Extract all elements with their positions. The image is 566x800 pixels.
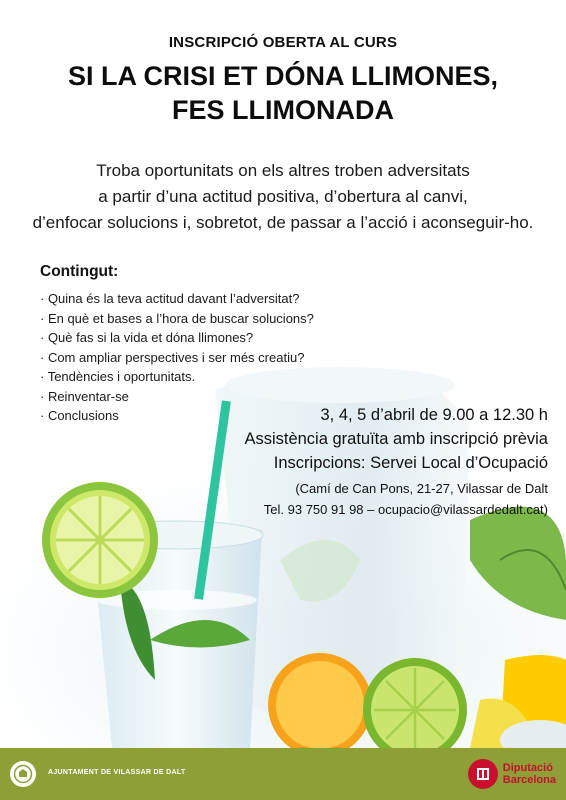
council-name: AJUNTAMENT DE VILASSAR DE DALT [48, 769, 186, 776]
signup-info: Inscripcions: Servei Local d’Ocupació [273, 454, 548, 472]
list-item: · Què fas si la vida et dóna llimones? [40, 330, 254, 345]
diputacio-logo-icon [468, 759, 498, 789]
intro-line3: d’enfocar solucions i, sobretot, de passar a l’acció i aconseguir-ho. [32, 213, 534, 232]
contact-info[interactable]: Tel. 93 750 91 98 – ocupacio@vilassardedalt.cat) [263, 502, 548, 517]
diputacio-logo [468, 759, 556, 789]
footer-bar [0, 748, 566, 800]
intro-line2: a partir d’una actitud positiva, d’obertura al canvi, [98, 187, 468, 206]
intro-paragraph [0, 158, 566, 236]
list-item: · Com ampliar perspectives i ser més creatiu? [40, 349, 305, 365]
intro-line1: Troba oportunitats on els altres troben adversitats [96, 161, 470, 180]
list-item: · En què et bases a l’hora de buscar solucions? [40, 310, 314, 326]
contents-section [40, 263, 314, 426]
course-title [0, 59, 566, 127]
diputacio-line2: Barcelona [502, 774, 556, 786]
course-title-line1: SI LA CRISI ET DÓNA LLIMONES, [67, 61, 498, 91]
list-item: · Tendències i oportunitats. [40, 369, 196, 384]
course-details [244, 403, 548, 520]
diputacio-line1: Diputació [502, 762, 553, 774]
diputacio-name [503, 762, 556, 786]
list-item: · Reinventar-se [40, 388, 129, 404]
course-dates: 3, 4, 5 d’abril de 9.00 a 12.30 h [320, 406, 548, 424]
address: (Camí de Can Pons, 21-27, Vilassar de Dalt [295, 481, 548, 496]
enrollment-kicker: INSCRIPCIÓ OBERTA AL CURS [168, 34, 398, 51]
list-item: · Conclusions [40, 408, 119, 423]
free-attendance-note: Assistència gratuïta amb inscripció prèvia [244, 430, 548, 448]
course-title-line2: FES LLIMONADA [172, 95, 394, 125]
list-item: · Quina és la teva actitud davant l’adversitat? [40, 291, 300, 306]
contents-heading: Contingut: [40, 263, 119, 280]
municipal-seal-icon [10, 761, 36, 787]
header [0, 34, 566, 127]
